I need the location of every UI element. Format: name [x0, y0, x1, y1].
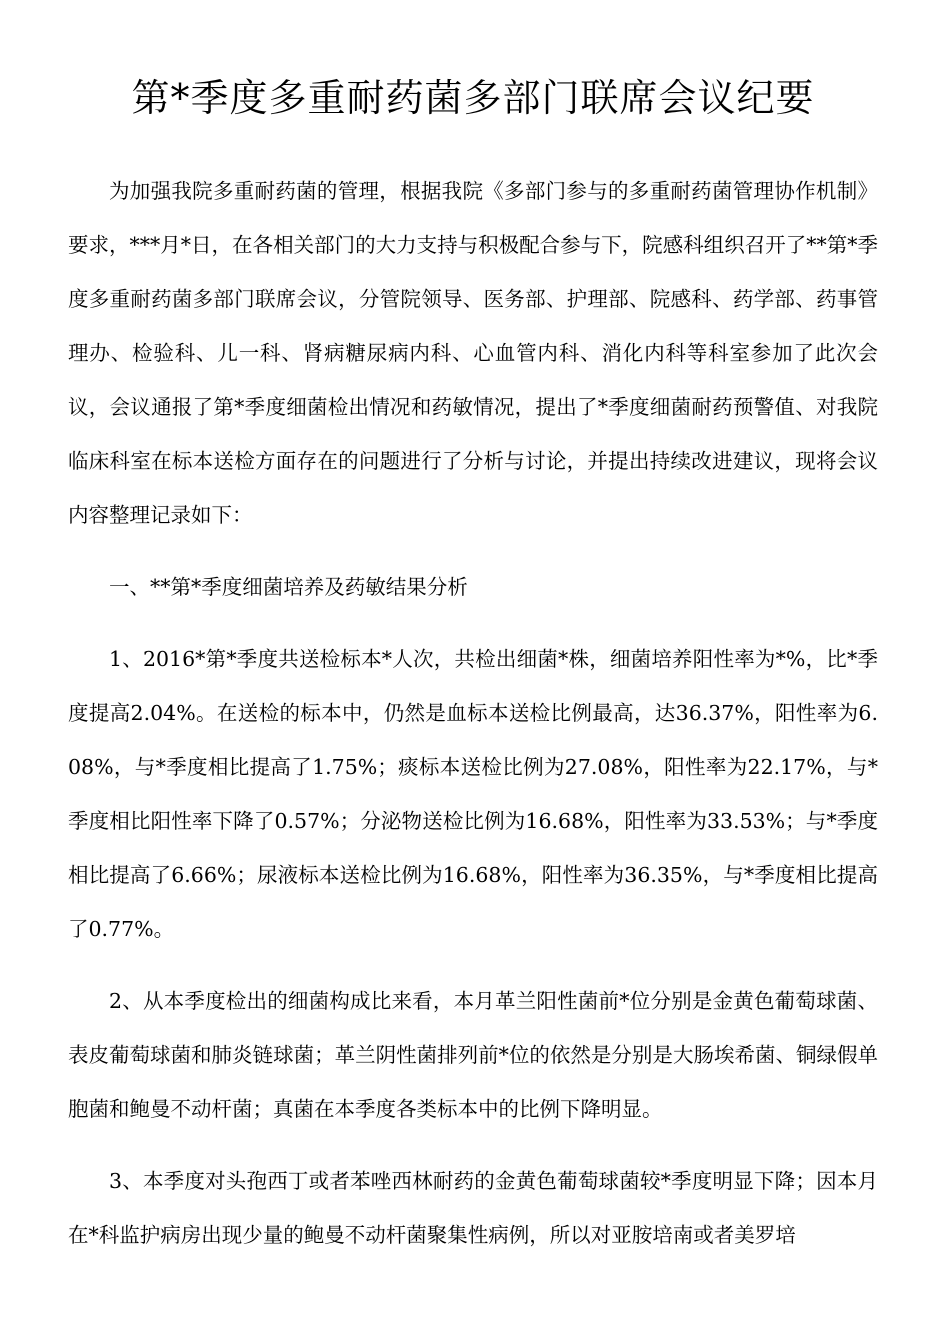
section-heading: 一、**第*季度细菌培养及药敏结果分析 [109, 575, 468, 599]
intro-paragraph: 为加强我院多重耐药菌的管理，根据我院《多部门参与的多重耐药菌管理协作机制》要求，***月*日，在各相关部门的大力支持与积极配合参与下，院感科组织召开了**第*季度多重耐药菌多部门联席会议，分管院领导、医务部、护理部、院感科、药学部、药事管理办、检验科、儿一科、肾病糖尿病内科、心血管内科、消化内科等科室参加了此次会议，会议通报了第*季度细菌检出情况和药敏情况，提出了*季度细菌耐药预警值、对我院临床科室在标本送检方面存在的问题进行了分析与讨论，并提出持续改进建议，现将会议内容整理记录如下： [68, 179, 878, 527]
paragraph-item-2: 2、从本季度检出的细菌构成比来看，本月革兰阳性菌前*位分别是金黄色葡萄球菌、表皮葡萄球菌和肺炎链球菌；革兰阴性菌排列前*位的依然是分别是大肠埃希菌、铜绿假单胞菌和鲍曼不动杆菌；真菌在本季度各类标本中的比例下降明显。 [68, 989, 878, 1121]
paragraph-item-1: 1、2016*第*季度共送检标本*人次，共检出细菌*株，细菌培养阳性率为*%，比*季度提高2.04%。在送检的标本中，仍然是血标本送检比例最高，达36.37%，阳性率为6.08%，与*季度相比提高了1.75%；痰标本送检比例为27.08%，阳性率为22.17%，与*季度相比阳性率下降了0.57%；分泌物送检比例为16.68%，阳性率为33.53%；与*季度相比提高了6.66%；尿液标本送检比例为16.68%，阳性率为36.35%，与*季度相比提高了0.77%。 [68, 647, 878, 941]
document-body [68, 164, 878, 1262]
document-title: 第*季度多重耐药菌多部门联席会议纪要 [131, 76, 815, 120]
paragraph-item-3: 3、本季度对头孢西丁或者苯唑西林耐药的金黄色葡萄球菌较*季度明显下降；因本月在*科监护病房出现少量的鲍曼不动杆菌聚集性病例，所以对亚胺培南或者美罗培 [68, 1169, 878, 1247]
